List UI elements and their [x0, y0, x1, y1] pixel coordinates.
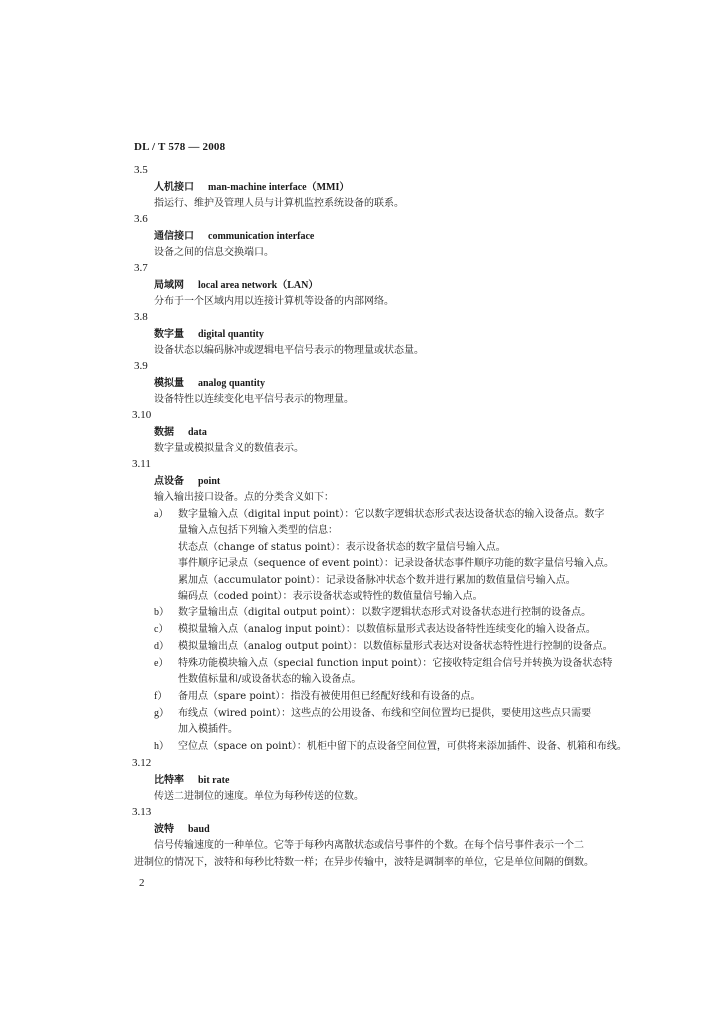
- list-marker: e）: [154, 658, 169, 669]
- term-heading: [154, 475, 220, 488]
- term-definition: 指运行、维护及管理人员与计算机监控系统设备的联系。: [154, 198, 404, 209]
- term-heading: [154, 328, 264, 341]
- section-number: 3.9: [134, 360, 148, 372]
- term-en: bit rate: [198, 775, 230, 786]
- list-item-text: 模拟量输入点（analog input point）：以数值标量形式表达设备特性连续变化的输入设备点。: [178, 624, 596, 635]
- term-definition: 数字量或模拟量含义的数值表示。: [154, 443, 304, 454]
- term-definition: 信号传输速度的一种单位。它等于每秒内离散状态或信号事件的个数。在每个信号事件表示一个二: [154, 840, 584, 851]
- page-number: 2: [139, 877, 145, 889]
- term-zh: 波特: [154, 824, 174, 835]
- list-marker: a）: [154, 509, 169, 520]
- term-zh: 人机接口: [154, 182, 194, 193]
- term-definition: 输入输出接口设备。点的分类含义如下：: [154, 492, 334, 503]
- list-marker: c）: [154, 624, 169, 635]
- section-number: 3.13: [132, 806, 152, 818]
- section-number: 3.7: [134, 262, 148, 274]
- term-heading: [154, 774, 229, 787]
- section-number: 3.12: [132, 757, 152, 769]
- standard-code-header: DL / T 578 — 2008: [134, 141, 226, 153]
- term-zh: 模拟量: [154, 378, 184, 389]
- term-definition: 分布于一个区域内用以连接计算机等设备的内部网络。: [154, 296, 394, 307]
- list-subitem-text: 累加点（accumulator point）：记录设备脉冲状态个数并进行累加的数值量信号输入点。: [178, 575, 576, 586]
- term-en: man-machine interface（MMI）: [208, 182, 350, 193]
- list-subitem-text: 事件顺序记录点（sequence of event point）：记录设备状态事件顺序功能的数字量信号输入点。: [178, 558, 615, 569]
- section-number: 3.5: [134, 164, 148, 176]
- list-marker: g）: [154, 708, 169, 719]
- list-item-text: 特殊功能模块输入点（special function input point）：它接收特定组合信号并转换为设备状态特: [178, 658, 613, 669]
- list-subitem-text: 编码点（coded point）：表示设备状态或特性的数值量信号输入点。: [178, 591, 483, 602]
- term-en: local area network（LAN）: [198, 280, 319, 291]
- term-en: data: [188, 427, 207, 438]
- term-zh: 局域网: [154, 280, 184, 291]
- list-item-text: 加入模插件。: [178, 724, 238, 735]
- term-zh: 比特率: [154, 775, 184, 786]
- term-en: point: [198, 476, 221, 487]
- term-zh: 点设备: [154, 476, 184, 487]
- list-subitem-text: 状态点（change of status point）：表示设备状态的数字量信号输入点。: [178, 542, 506, 553]
- term-heading: [154, 823, 210, 836]
- term-definition-continued: 进制位的情况下，波特和每秒比特数一样；在异步传输中，波特是调制率的单位，它是单位间隔的倒数。: [134, 857, 594, 868]
- list-marker: h）: [154, 741, 169, 752]
- term-definition: 设备特性以连续变化电平信号表示的物理量。: [154, 394, 354, 405]
- term-en: baud: [188, 824, 210, 835]
- term-heading: [154, 181, 349, 194]
- term-heading: [154, 426, 207, 439]
- list-item-text: 数字量输出点（digital output point）：以数字逻辑状态形式对设备状态进行控制的设备点。: [178, 607, 592, 618]
- term-zh: 数据: [154, 427, 174, 438]
- term-en: communication interface: [208, 231, 315, 242]
- term-heading: [154, 230, 314, 243]
- section-number: 3.6: [134, 213, 148, 225]
- list-marker: d）: [154, 641, 169, 652]
- term-definition: 设备之间的信息交换端口。: [154, 247, 274, 258]
- list-item-text: 布线点（wired point）：这些点的公用设备、布线和空间位置均已提供，要使用这些点只需要: [178, 708, 592, 719]
- term-heading: [154, 279, 318, 292]
- term-definition: 传送二进制位的速度。单位为每秒传送的位数。: [154, 791, 364, 802]
- section-number: 3.8: [134, 311, 148, 323]
- section-number: 3.11: [132, 458, 151, 470]
- term-zh: 数字量: [154, 329, 184, 340]
- list-item-text: 量输入点包括下列输入类型的信息：: [178, 525, 338, 536]
- list-item-text: 空位点（space on point）：机柜中留下的点设备空间位置，可供将来添加插件、设备、机箱和布线。: [178, 741, 627, 752]
- list-item-text: 模拟量输出点（analog output point）：以数值标量形式表达对设备状态特性进行控制的设备点。: [178, 641, 613, 652]
- list-item-text: 数字量输入点（digital input point）：它以数字逻辑状态形式表达设备状态的输入设备点。数字: [178, 509, 605, 520]
- term-en: analog quantity: [198, 378, 265, 389]
- list-marker: f）: [154, 691, 168, 702]
- term-heading: [154, 377, 265, 390]
- list-item-text: 备用点（spare point）：指没有被使用但已经配好线和有设备的点。: [178, 691, 481, 702]
- term-en: digital quantity: [198, 329, 264, 340]
- term-definition: 设备状态以编码脉冲或逻辑电平信号表示的物理量或状态量。: [154, 345, 424, 356]
- section-number: 3.10: [132, 409, 152, 421]
- term-zh: 通信接口: [154, 231, 194, 242]
- list-item-text: 性数值标量和/或设备状态的输入设备点。: [178, 674, 362, 685]
- list-marker: b）: [154, 607, 169, 618]
